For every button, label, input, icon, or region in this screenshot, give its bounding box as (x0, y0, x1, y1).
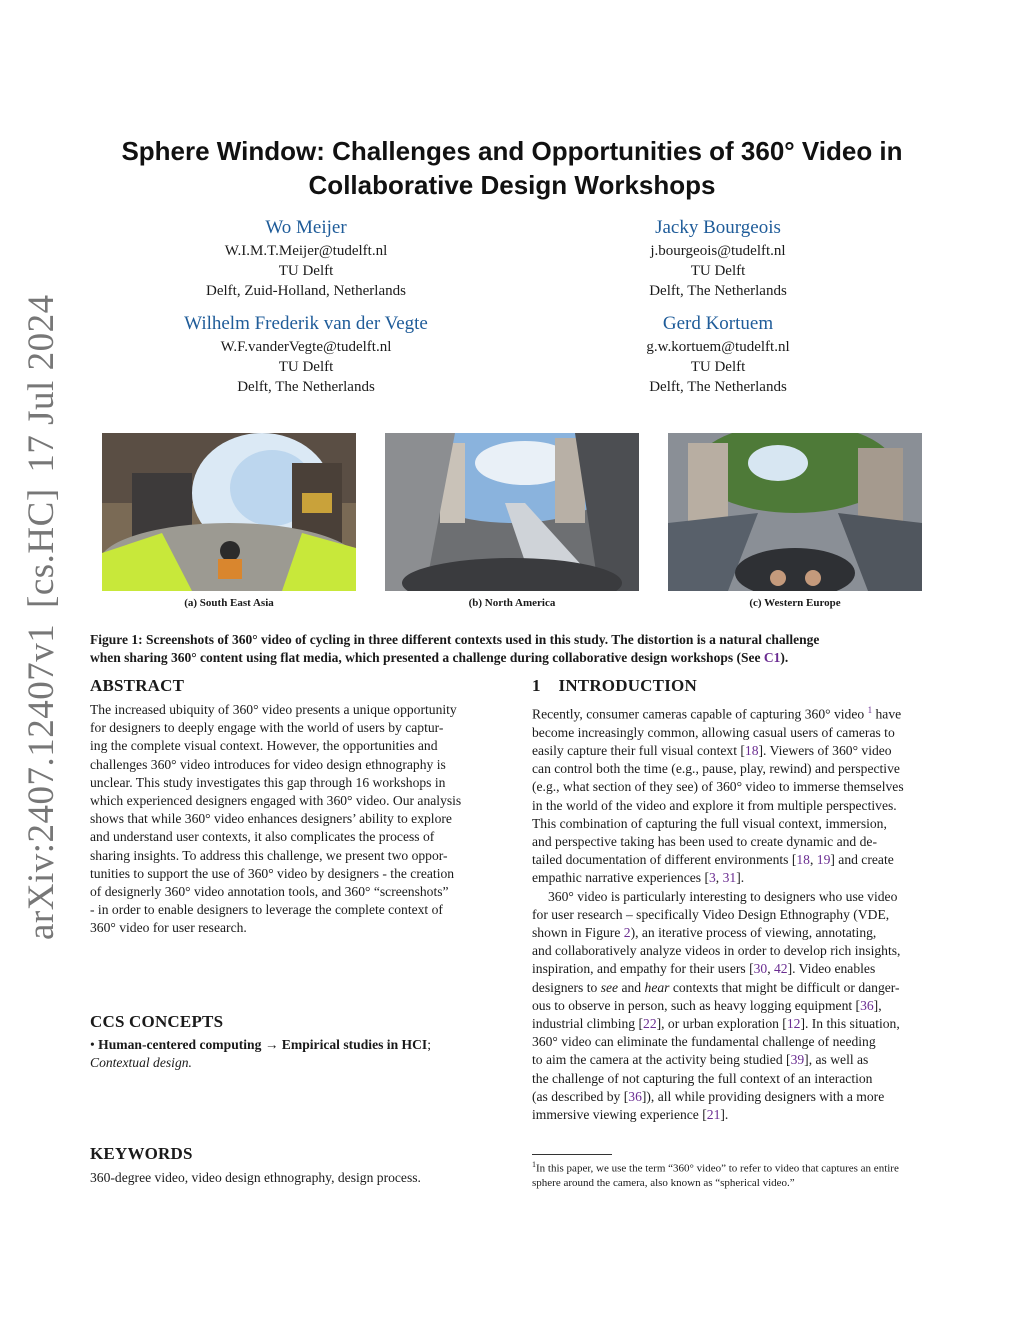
author-location: Delft, The Netherlands (237, 379, 375, 395)
figure-image-western-europe (668, 433, 922, 591)
author-block (562, 311, 874, 397)
author-name[interactable]: Gerd Kortuem (662, 313, 774, 334)
citation-link[interactable]: 3 (709, 870, 716, 886)
author-location: Delft, The Netherlands (649, 379, 787, 395)
title-line-2: Collaborative Design Workshops (308, 170, 716, 200)
citation-link[interactable]: 18 (796, 852, 810, 868)
ccs-concept-italic: Contextual design. (90, 1055, 192, 1071)
author-affiliation: TU Delft (690, 359, 746, 375)
citation-link[interactable]: 36 (860, 997, 874, 1013)
figure-image-north-america (385, 433, 639, 591)
author-block (150, 215, 462, 301)
author-location: Delft, Zuid-Holland, Netherlands (206, 283, 406, 299)
author-affiliation: TU Delft (278, 263, 334, 279)
author-email: W.I.M.T.Meijer@tudelft.nl (224, 243, 388, 259)
subcaption-a: (a) South East Asia (184, 597, 274, 609)
caption-line-2 (90, 649, 940, 667)
caption-line-1: Figure 1: Screenshots of 360° video of cycling in three different contexts used in this study. The distortion is a natural challenge (90, 632, 820, 647)
author-block (130, 311, 482, 397)
ccs-concept: Human-centered computing → Empirical studies in HCI (98, 1037, 428, 1052)
figure-image-south-east-asia (102, 433, 356, 591)
arxiv-id: arXiv:2407.12407v1 (21, 623, 62, 940)
ccs-separator: ; (427, 1037, 431, 1052)
keywords-text: 360-degree video, video design ethnography, design process. (90, 1170, 421, 1185)
abstract-line: challenges 360° video introduces for video design ethnography is (90, 756, 446, 772)
citation-link[interactable]: 21 (706, 1107, 721, 1122)
ccs-body (90, 1036, 492, 1072)
arxiv-category: [cs.HC] (21, 488, 62, 608)
abstract-body (90, 701, 492, 938)
abstract-line: and understand user contexts, it also complicates the process of (90, 829, 435, 845)
citation-link[interactable]: 39 (790, 1052, 805, 1068)
footnote-marker[interactable]: 1 (867, 705, 873, 715)
subcaption-b: (b) North America (468, 597, 556, 609)
author-name[interactable]: Jacky Bourgeois (655, 217, 781, 238)
author-email: j.bourgeois@tudelft.nl (650, 243, 786, 259)
abstract-line: for designers to deeply engage with the world of users by captur- (90, 720, 444, 736)
abstract-line: ing the complete visual context. However, the opportunities and (90, 738, 438, 754)
author-name[interactable]: Wo Meijer (265, 217, 347, 238)
caption-link-c1[interactable]: C1 (763, 650, 781, 665)
citation-link[interactable]: 42 (774, 961, 788, 977)
author-affiliation: TU Delft (690, 263, 746, 279)
abstract-line: shows that while 360° video enhances designers’ ability to explore (90, 811, 452, 827)
author-email: g.w.kortuem@tudelft.nl (646, 339, 790, 355)
author-location: Delft, The Netherlands (649, 283, 787, 299)
abstract-line: tunities to support the use of 360° video by designers - the creation (90, 865, 455, 881)
author-name[interactable]: Wilhelm Frederik van der Vegte (184, 313, 428, 334)
keywords-heading: KEYWORDS (90, 1144, 193, 1163)
abstract-line: unclear. This study investigates this gap through 16 workshops in (90, 774, 446, 790)
ccs-bullet: • (90, 1037, 99, 1052)
arxiv-date: 17 Jul 2024 (21, 294, 62, 473)
abstract-line: sharing insights. To address this challenge, we present two oppor- (90, 847, 448, 863)
paper-title (60, 134, 964, 202)
footnote-rule (532, 1154, 612, 1155)
abstract-line: - in order to enable designers to leverage the complete context of (90, 902, 443, 918)
citation-link[interactable]: 19 (816, 852, 831, 868)
title-line-1: Sphere Window: Challenges and Opportunities of 360° Video in (121, 136, 903, 166)
citation-link[interactable]: 22 (643, 1015, 657, 1031)
ccs-heading: CCS CONCEPTS (90, 1012, 224, 1031)
citation-link[interactable]: 18 (744, 742, 759, 758)
author-affiliation: TU Delft (278, 359, 334, 375)
citation-link[interactable]: 31 (722, 870, 737, 886)
abstract-line: The increased ubiquity of 360° video presents a unique opportunity (90, 702, 457, 717)
footnote-number: 1 (532, 1160, 536, 1169)
figure-caption (90, 631, 940, 667)
introduction-body: Recently, consumer cameras capable of capturing 360° video $^1$ have become increasingly common, allowing casual users of cameras to easily capture their full visual context [18]. Viewers of 360° video can control both the time (e.g., pause, play, rewind) and perspective (e.g., what section of they see) of 360° video to immerse themselves in the world of the video and explore it from multiple perspectives. This combination of capturing the full visual context, immersion, and perspective taking has been used to create dynamic and de- tailed documentation of different environments [18, 19] and create empathic narrative experiences [3, 31]. 360° video is particularly interesting to designers who use video for user research – specifically Video Design Ethnography (VDE, shown in Figure 2), an iterative process of viewing, annotating, and collaboratively analyze videos in order to develop rich insights, inspiration, and empathy for their users [30, 42]. Video enables designers to see and hear contexts that might be difficult or danger- ous to observe in person, such as heavy logging equipment [36], industrial climbing [22], or urban exploration [12]. In this situation, 360° video can eliminate the fundamental challenge of needing to aim the camera at the activity being studied [39], as well as the challenge of not capturing the full context of an interaction (as described by [36]), all while providing designers with a more immersive viewing experience [21]. (532, 705, 904, 1122)
abstract-line: of designerly 360° video annotation tools, and 360° “screenshots” (90, 884, 449, 900)
author-block (562, 215, 874, 301)
abstract-line: 360° video for user research. (90, 920, 247, 936)
footnote: $^1$In this paper, we use the term “360° video” to refer to video that captures an entire sphere around the camera, also known as “spherical video.” (532, 1160, 899, 1189)
author-email: W.F.vanderVegte@tudelft.nl (220, 339, 392, 355)
abstract-heading: ABSTRACT (90, 676, 185, 695)
figure-link[interactable]: 2 (623, 924, 631, 940)
caption-text: when sharing 360° content using flat media, which presented a challenge during collaborative design workshops (See (90, 650, 764, 665)
abstract-line: which experienced designers engaged with 360° video. Our analysis (90, 793, 462, 809)
caption-text: ). (780, 650, 789, 665)
citation-link[interactable]: 30 (753, 961, 768, 977)
citation-link[interactable]: 12 (786, 1015, 801, 1031)
subcaption-c: (c) Western Europe (749, 597, 841, 609)
introduction-heading: 1 INTRODUCTION (532, 676, 697, 695)
citation-link[interactable]: 36 (628, 1088, 642, 1104)
